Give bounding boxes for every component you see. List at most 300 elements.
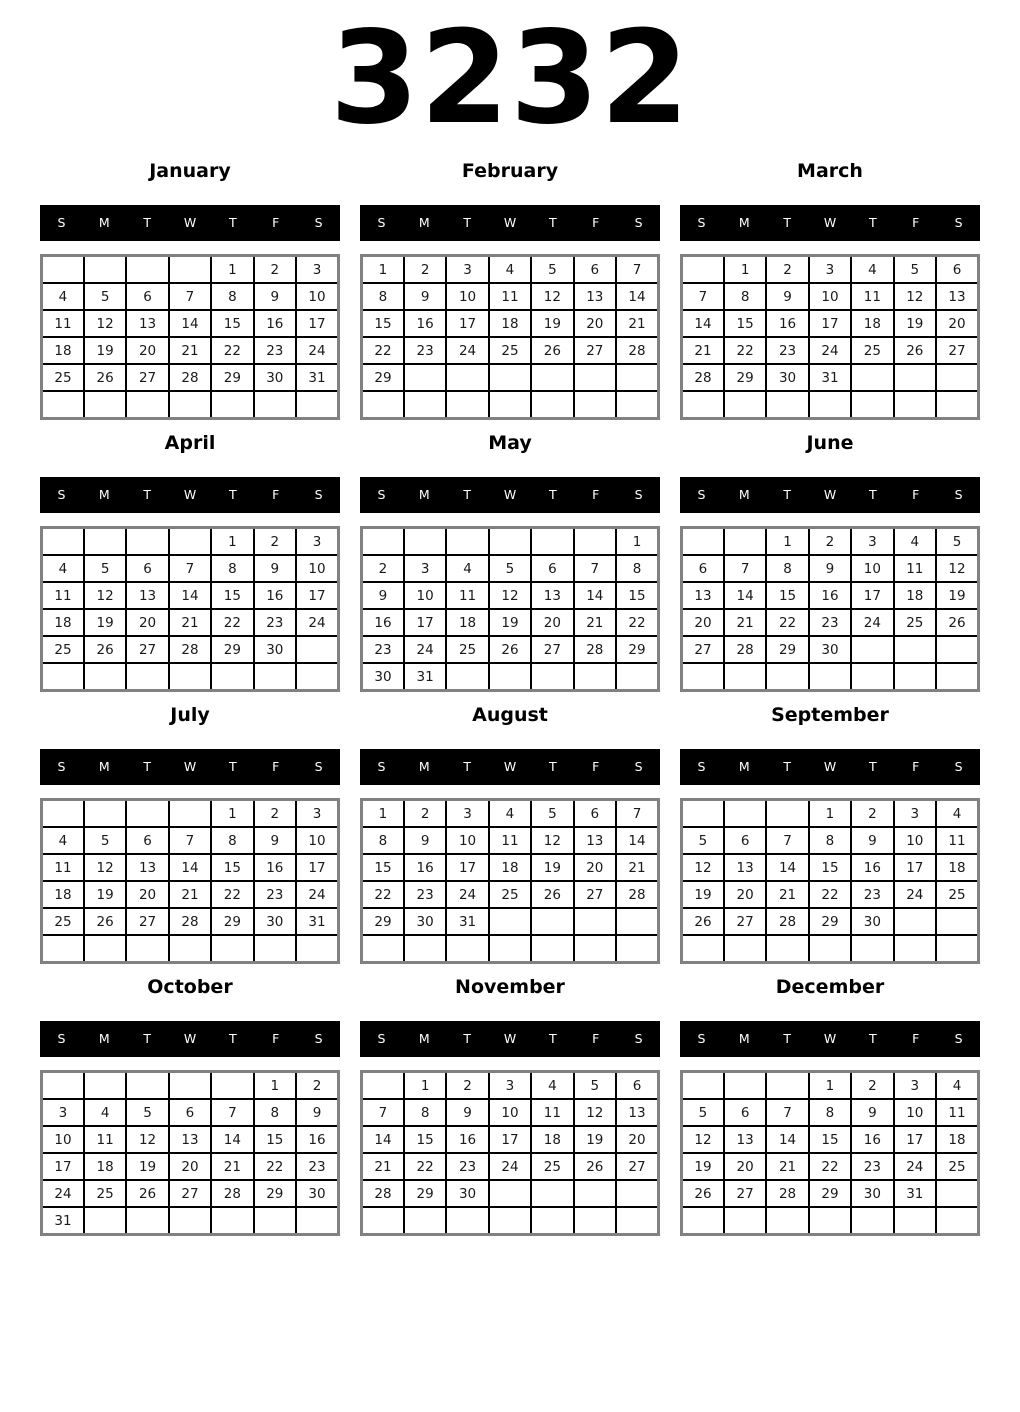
day-cell: 31	[809, 364, 851, 391]
day-cell: 4	[84, 1099, 126, 1126]
day-cell	[169, 935, 211, 963]
day-cell: 2	[254, 800, 296, 828]
day-cell	[126, 1072, 168, 1100]
weekday-label: M	[738, 1031, 750, 1046]
weekday-label: W	[183, 1031, 197, 1046]
day-cell: 12	[126, 1126, 168, 1153]
day-cell: 12	[531, 283, 573, 310]
day-cell: 21	[682, 337, 724, 364]
day-cell	[766, 663, 808, 691]
day-cell	[404, 935, 446, 963]
day-cell: 18	[446, 609, 488, 636]
month-title: June	[806, 432, 854, 454]
day-cell	[489, 1180, 531, 1207]
day-cell	[894, 391, 936, 419]
day-cell: 19	[84, 609, 126, 636]
weekday-label: F	[912, 215, 920, 230]
month-block	[40, 974, 340, 1236]
weekday-label: M	[98, 215, 110, 230]
day-cell: 1	[809, 1072, 851, 1100]
weekday-label: S	[377, 1031, 386, 1046]
day-cell: 2	[254, 528, 296, 556]
day-cell: 28	[169, 908, 211, 935]
day-cell: 15	[766, 582, 808, 609]
week-row	[42, 1153, 339, 1180]
day-cell	[531, 663, 573, 691]
day-cell: 4	[42, 827, 84, 854]
weekday-label: S	[314, 215, 323, 230]
day-cell: 23	[766, 337, 808, 364]
day-cell: 14	[574, 582, 616, 609]
weekday-label: S	[954, 215, 963, 230]
day-cell: 9	[254, 827, 296, 854]
week-row	[682, 1072, 979, 1100]
month-block	[680, 430, 980, 692]
day-cell: 21	[724, 609, 766, 636]
week-row	[682, 283, 979, 310]
day-cell: 17	[42, 1153, 84, 1180]
weekday-label: T	[549, 215, 557, 230]
day-cell: 16	[851, 1126, 893, 1153]
day-cell	[126, 256, 168, 284]
day-cell: 8	[766, 555, 808, 582]
weekday-label: F	[592, 759, 600, 774]
weekday-label: S	[377, 215, 386, 230]
month-grid	[680, 798, 980, 964]
week-row	[362, 1126, 659, 1153]
day-cell: 16	[254, 582, 296, 609]
month-title: March	[797, 160, 863, 182]
day-cell: 15	[211, 310, 253, 337]
day-cell: 24	[489, 1153, 531, 1180]
month-block	[360, 158, 660, 420]
week-row	[42, 908, 339, 935]
weekday-label: S	[954, 1031, 963, 1046]
day-cell: 29	[254, 1180, 296, 1207]
week-row	[42, 854, 339, 881]
day-cell	[211, 1207, 253, 1235]
day-cell: 15	[724, 310, 766, 337]
day-cell: 13	[169, 1126, 211, 1153]
weekday-label: S	[314, 1031, 323, 1046]
day-cell: 13	[724, 854, 766, 881]
day-cell	[894, 935, 936, 963]
weekday-label: W	[823, 759, 837, 774]
week-row	[42, 827, 339, 854]
day-cell: 24	[296, 337, 338, 364]
day-cell: 29	[211, 636, 253, 663]
weekday-label: M	[98, 1031, 110, 1046]
day-cell	[446, 528, 488, 556]
weekday-label: T	[143, 759, 151, 774]
day-cell	[211, 391, 253, 419]
day-cell	[362, 935, 404, 963]
day-cell: 1	[362, 800, 404, 828]
day-cell: 13	[126, 854, 168, 881]
day-cell	[84, 256, 126, 284]
day-cell	[682, 800, 724, 828]
week-row	[362, 881, 659, 908]
day-cell: 11	[489, 283, 531, 310]
day-cell: 29	[211, 908, 253, 935]
day-cell: 20	[724, 881, 766, 908]
day-cell	[682, 1207, 724, 1235]
day-cell: 8	[616, 555, 658, 582]
day-cell: 7	[724, 555, 766, 582]
day-cell: 7	[169, 283, 211, 310]
day-cell: 17	[446, 854, 488, 881]
day-cell: 16	[809, 582, 851, 609]
weekday-label: W	[183, 487, 197, 502]
day-cell: 13	[574, 827, 616, 854]
weekday-label: W	[823, 1031, 837, 1046]
weekday-label: S	[697, 759, 706, 774]
month-grid	[360, 254, 660, 420]
day-cell	[936, 364, 978, 391]
week-row	[362, 582, 659, 609]
day-cell: 12	[84, 854, 126, 881]
day-cell	[936, 663, 978, 691]
day-cell: 14	[211, 1126, 253, 1153]
day-cell	[894, 636, 936, 663]
weekday-header	[40, 749, 340, 785]
month-block	[40, 158, 340, 420]
day-cell	[296, 1207, 338, 1235]
day-cell: 13	[126, 310, 168, 337]
day-cell: 22	[362, 881, 404, 908]
month-grid	[360, 526, 660, 692]
day-cell: 28	[766, 908, 808, 935]
week-row	[682, 908, 979, 935]
week-row	[682, 528, 979, 556]
day-cell: 1	[766, 528, 808, 556]
week-row	[42, 800, 339, 828]
day-cell: 7	[574, 555, 616, 582]
week-row	[42, 310, 339, 337]
day-cell: 4	[489, 800, 531, 828]
weekday-label: T	[783, 215, 791, 230]
day-cell: 18	[894, 582, 936, 609]
weekday-label: F	[912, 1031, 920, 1046]
month-grid	[40, 1070, 340, 1236]
day-cell: 27	[936, 337, 978, 364]
weekday-label: S	[634, 1031, 643, 1046]
day-cell: 5	[84, 827, 126, 854]
day-cell	[42, 663, 84, 691]
day-cell: 2	[766, 256, 808, 284]
day-cell: 16	[766, 310, 808, 337]
day-cell: 20	[126, 337, 168, 364]
day-cell	[766, 935, 808, 963]
weekday-label: M	[98, 759, 110, 774]
day-cell: 22	[254, 1153, 296, 1180]
day-cell: 7	[766, 1099, 808, 1126]
weekday-label: S	[954, 759, 963, 774]
week-row	[682, 636, 979, 663]
day-cell: 16	[254, 854, 296, 881]
day-cell: 12	[531, 827, 573, 854]
weekday-label: W	[503, 1031, 517, 1046]
day-cell	[296, 935, 338, 963]
day-cell	[616, 1180, 658, 1207]
day-cell: 26	[531, 337, 573, 364]
day-cell	[169, 528, 211, 556]
day-cell: 10	[296, 555, 338, 582]
day-cell: 21	[766, 881, 808, 908]
day-cell: 4	[531, 1072, 573, 1100]
day-cell: 11	[489, 827, 531, 854]
week-row	[362, 391, 659, 419]
week-row	[682, 1099, 979, 1126]
day-cell	[254, 935, 296, 963]
week-row	[682, 663, 979, 691]
day-cell: 19	[574, 1126, 616, 1153]
month-title: August	[472, 704, 548, 726]
day-cell: 21	[616, 854, 658, 881]
day-cell: 31	[446, 908, 488, 935]
day-cell: 20	[531, 609, 573, 636]
day-cell: 28	[616, 881, 658, 908]
day-cell: 10	[42, 1126, 84, 1153]
day-cell: 12	[574, 1099, 616, 1126]
day-cell: 16	[296, 1126, 338, 1153]
weekday-label: T	[783, 1031, 791, 1046]
day-cell: 20	[126, 609, 168, 636]
month-grid	[40, 526, 340, 692]
day-cell: 2	[404, 256, 446, 284]
day-cell	[362, 528, 404, 556]
day-cell: 28	[362, 1180, 404, 1207]
year-title: 3232	[329, 4, 691, 153]
day-cell	[531, 1180, 573, 1207]
month-title: September	[771, 704, 889, 726]
day-cell: 10	[296, 827, 338, 854]
day-cell: 15	[211, 854, 253, 881]
day-cell: 23	[254, 609, 296, 636]
day-cell: 30	[254, 908, 296, 935]
weekday-label: S	[57, 487, 66, 502]
day-cell: 7	[169, 827, 211, 854]
day-cell	[296, 391, 338, 419]
day-cell	[766, 391, 808, 419]
day-cell	[42, 935, 84, 963]
day-cell: 24	[296, 609, 338, 636]
day-cell: 26	[84, 636, 126, 663]
weekday-label: T	[549, 1031, 557, 1046]
day-cell	[254, 391, 296, 419]
day-cell: 10	[489, 1099, 531, 1126]
day-cell: 21	[616, 310, 658, 337]
day-cell: 27	[574, 337, 616, 364]
week-row	[362, 800, 659, 828]
day-cell	[42, 1072, 84, 1100]
day-cell: 23	[851, 881, 893, 908]
day-cell: 5	[531, 256, 573, 284]
day-cell	[616, 663, 658, 691]
day-cell: 5	[894, 256, 936, 284]
day-cell: 10	[404, 582, 446, 609]
day-cell	[851, 636, 893, 663]
month-grid	[360, 798, 660, 964]
day-cell: 15	[362, 854, 404, 881]
weekday-label: T	[229, 1031, 237, 1046]
day-cell	[531, 1207, 573, 1235]
day-cell: 27	[126, 908, 168, 935]
day-cell: 21	[169, 609, 211, 636]
day-cell: 26	[682, 1180, 724, 1207]
day-cell	[446, 663, 488, 691]
day-cell: 22	[809, 1153, 851, 1180]
day-cell	[574, 364, 616, 391]
day-cell: 25	[531, 1153, 573, 1180]
day-cell: 15	[809, 1126, 851, 1153]
day-cell: 30	[404, 908, 446, 935]
day-cell	[211, 935, 253, 963]
week-row	[42, 636, 339, 663]
day-cell	[894, 663, 936, 691]
month-block	[40, 702, 340, 964]
day-cell: 4	[936, 800, 978, 828]
weekday-label: S	[377, 487, 386, 502]
weekday-label: S	[697, 487, 706, 502]
day-cell: 17	[894, 854, 936, 881]
weekday-label: T	[143, 487, 151, 502]
day-cell: 3	[446, 256, 488, 284]
week-row	[682, 391, 979, 419]
day-cell: 15	[404, 1126, 446, 1153]
day-cell	[211, 1072, 253, 1100]
weekday-label: T	[463, 487, 471, 502]
day-cell	[42, 528, 84, 556]
day-cell: 28	[616, 337, 658, 364]
day-cell: 27	[169, 1180, 211, 1207]
day-cell: 14	[362, 1126, 404, 1153]
day-cell	[169, 800, 211, 828]
day-cell: 9	[404, 827, 446, 854]
day-cell: 21	[169, 337, 211, 364]
day-cell	[616, 908, 658, 935]
day-cell: 13	[126, 582, 168, 609]
month-grid	[40, 254, 340, 420]
day-cell: 9	[766, 283, 808, 310]
day-cell: 22	[362, 337, 404, 364]
day-cell: 12	[682, 1126, 724, 1153]
day-cell: 2	[254, 256, 296, 284]
day-cell: 1	[254, 1072, 296, 1100]
day-cell: 5	[84, 283, 126, 310]
day-cell: 29	[362, 908, 404, 935]
day-cell: 10	[894, 827, 936, 854]
day-cell: 12	[936, 555, 978, 582]
day-cell: 22	[211, 609, 253, 636]
month-title: April	[164, 432, 216, 454]
week-row	[42, 283, 339, 310]
day-cell: 3	[809, 256, 851, 284]
day-cell: 28	[766, 1180, 808, 1207]
day-cell: 26	[84, 364, 126, 391]
weekday-header	[680, 205, 980, 241]
week-row	[362, 1072, 659, 1100]
day-cell: 18	[851, 310, 893, 337]
day-cell	[169, 1072, 211, 1100]
day-cell	[936, 391, 978, 419]
month-grid	[680, 254, 980, 420]
weekday-label: F	[592, 487, 600, 502]
month-title: July	[170, 704, 210, 726]
day-cell: 2	[851, 1072, 893, 1100]
week-row	[362, 1207, 659, 1235]
day-cell: 8	[211, 555, 253, 582]
day-cell	[42, 800, 84, 828]
day-cell: 22	[404, 1153, 446, 1180]
day-cell: 29	[404, 1180, 446, 1207]
day-cell	[489, 935, 531, 963]
day-cell	[724, 1207, 766, 1235]
weekday-label: M	[418, 1031, 430, 1046]
day-cell: 26	[894, 337, 936, 364]
day-cell: 19	[126, 1153, 168, 1180]
day-cell: 6	[616, 1072, 658, 1100]
weekday-label: F	[272, 759, 280, 774]
day-cell: 13	[531, 582, 573, 609]
weekday-header	[360, 1021, 660, 1057]
day-cell	[574, 663, 616, 691]
week-row	[362, 609, 659, 636]
day-cell: 9	[809, 555, 851, 582]
week-row	[42, 1099, 339, 1126]
day-cell: 25	[489, 337, 531, 364]
day-cell: 13	[724, 1126, 766, 1153]
day-cell: 30	[766, 364, 808, 391]
day-cell: 28	[169, 364, 211, 391]
day-cell: 25	[446, 636, 488, 663]
day-cell	[126, 800, 168, 828]
week-row	[682, 609, 979, 636]
day-cell: 1	[211, 256, 253, 284]
day-cell: 1	[809, 800, 851, 828]
day-cell: 27	[682, 636, 724, 663]
day-cell	[126, 1207, 168, 1235]
weekday-label: S	[377, 759, 386, 774]
day-cell: 25	[936, 881, 978, 908]
day-cell: 20	[616, 1126, 658, 1153]
day-cell: 16	[254, 310, 296, 337]
day-cell	[936, 908, 978, 935]
week-row	[362, 256, 659, 284]
day-cell: 17	[489, 1126, 531, 1153]
day-cell: 28	[682, 364, 724, 391]
day-cell: 8	[809, 1099, 851, 1126]
day-cell	[682, 1072, 724, 1100]
day-cell: 20	[574, 854, 616, 881]
weekday-label: S	[634, 215, 643, 230]
day-cell	[936, 935, 978, 963]
month-block	[360, 430, 660, 692]
day-cell: 5	[682, 827, 724, 854]
day-cell: 8	[404, 1099, 446, 1126]
day-cell	[531, 364, 573, 391]
day-cell: 19	[84, 337, 126, 364]
day-cell	[724, 391, 766, 419]
day-cell: 1	[616, 528, 658, 556]
day-cell	[84, 1072, 126, 1100]
day-cell: 20	[936, 310, 978, 337]
day-cell	[851, 391, 893, 419]
week-row	[42, 1072, 339, 1100]
weekday-label: T	[463, 1031, 471, 1046]
week-row	[42, 391, 339, 419]
day-cell: 27	[616, 1153, 658, 1180]
